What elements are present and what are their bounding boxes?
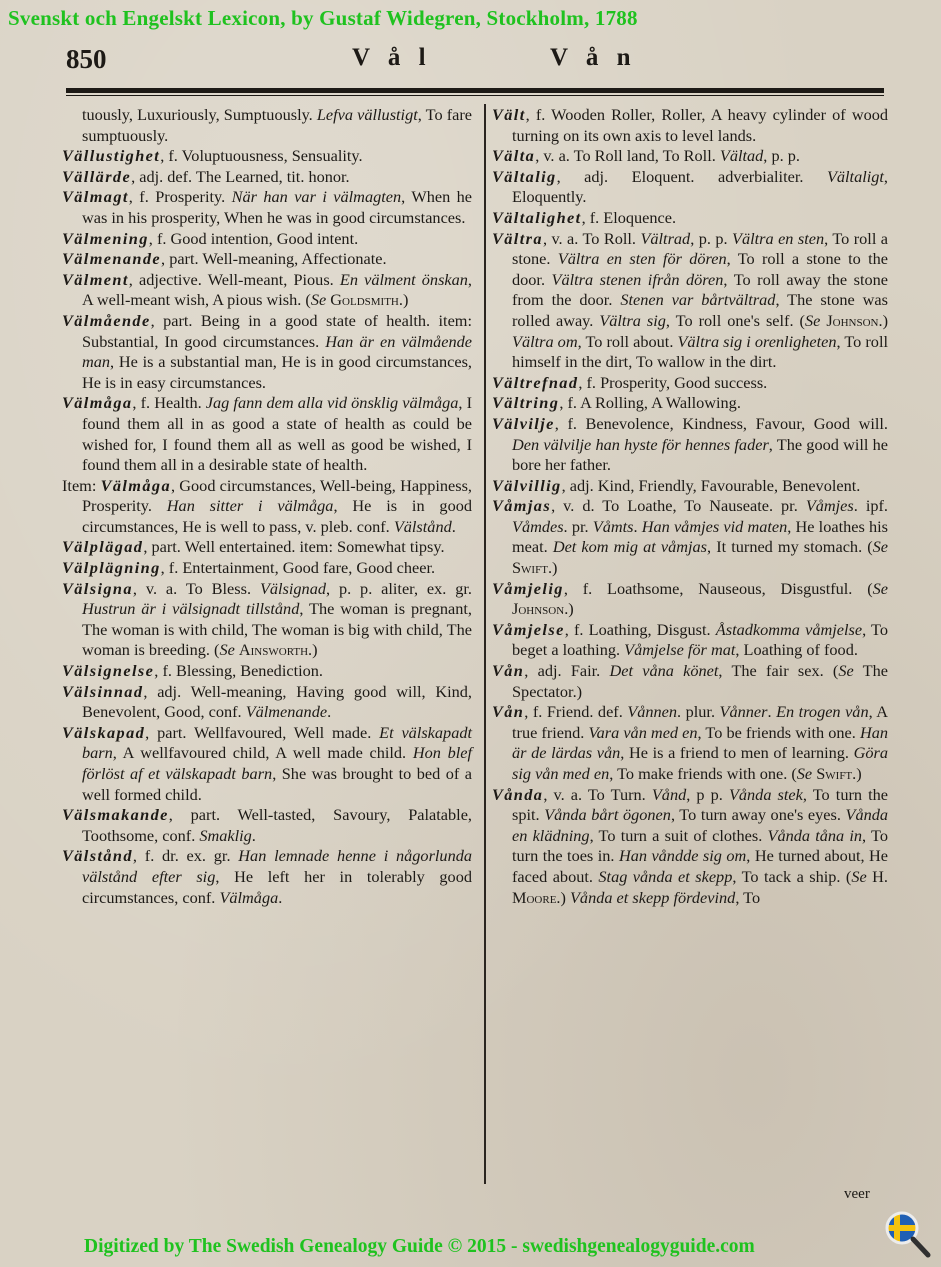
definition-text: . <box>451 516 456 536</box>
swedish-example: Se <box>796 764 817 783</box>
headword: Välmåga <box>100 475 171 495</box>
definition-text: , To turn the toes in. <box>512 825 888 866</box>
dictionary-entry <box>492 476 888 497</box>
dictionary-entry <box>492 620 888 661</box>
definition-text: The Spectator.) <box>512 661 888 701</box>
definition-text: , f. Loathsome, Nauseous, Disgustful. ( <box>563 578 873 598</box>
swedish-example: Se <box>851 866 873 886</box>
definition-text: , A true friend. <box>512 702 889 742</box>
catchword: veer <box>844 1186 870 1202</box>
definition-text: , To <box>735 887 761 907</box>
headword: Välment <box>62 269 129 289</box>
dictionary-entry <box>62 846 472 908</box>
source-author: Swift <box>512 558 548 578</box>
swedish-example: En trogen vån <box>776 702 869 722</box>
dictionary-entry <box>492 702 888 784</box>
swedish-example: Han lemnade henne i någorlunda välstånd efter sig <box>82 846 472 886</box>
dictionary-entry <box>492 105 888 146</box>
definition-text: . ipf. <box>853 496 889 516</box>
dictionary-entry <box>492 414 888 476</box>
definition-text: , To turn away one's eyes. <box>670 805 846 825</box>
swedish-example: Se <box>310 290 331 310</box>
swedish-example: Göra sig vån med en <box>512 743 889 783</box>
dictionary-entry <box>62 270 472 311</box>
swedish-example: En välment önskan <box>339 269 468 289</box>
headword: Välsigna <box>62 578 133 598</box>
swedish-example: Våmjes <box>805 496 854 516</box>
dictionary-entry <box>492 229 888 373</box>
dictionary-entry <box>492 167 888 208</box>
swedish-example: Vånda stek <box>728 784 803 804</box>
dictionary-entry <box>62 723 472 805</box>
swedish-example: Vånner <box>719 702 768 722</box>
headword: Välsinnad <box>62 681 144 701</box>
dictionary-entry <box>62 393 472 475</box>
definition-text: , part. Being in a good state of health. item: Substantial, In good circumstances. <box>82 310 472 351</box>
dictionary-entry <box>492 661 888 702</box>
definition-text: , adj. Eloquent. adverbialiter. <box>556 166 827 186</box>
definition-text: , I found them all in as good a state of health as could be wished for, I found them all as well as good be wished, I found them all in a desirable state of health. <box>82 393 472 475</box>
definition-text: , adj. Well-meaning, Having good will, Kind, Benevolent, Good, conf. <box>82 681 472 722</box>
right-column <box>492 105 888 908</box>
headword: Vältalig <box>492 166 557 186</box>
swedish-example: Et välskapadt barn <box>82 722 472 763</box>
definition-text: , p. p. <box>763 146 800 166</box>
headword: Välmåga <box>62 393 133 413</box>
headword: Välvilje <box>492 413 555 433</box>
definition-text: , To roll a stone to the door. <box>512 249 889 289</box>
definition-text: , To roll about. <box>577 331 678 351</box>
dictionary-entry <box>62 105 472 146</box>
definition-text: .) <box>878 310 889 330</box>
source-author: Goldsmith <box>330 290 399 310</box>
definition-text: , To be friends with one. <box>697 722 860 742</box>
headword: Välplägning <box>62 558 161 578</box>
definition-text: , The good will he bore her father. <box>512 434 888 475</box>
headword: Vältalighet <box>492 207 582 227</box>
definition-text: , He is in good circumstances, He is well to pass, v. pleb. conf. <box>82 496 472 536</box>
swedish-example: Den välvilje han hyste för hennes fader <box>512 434 769 454</box>
definition-text: Item: <box>62 475 101 495</box>
swedish-example: Våmdes <box>512 516 564 536</box>
definition-text: .) <box>398 290 409 310</box>
definition-text: . <box>327 702 332 722</box>
definition-text: , He loathes his meat. <box>512 516 888 557</box>
definition-text: tuously, Luxuriously, Sumptuously. <box>82 105 317 124</box>
digitizer-footer: Digitized by The Swedish Genealogy Guide © 2015 - swedishgenealogyguide.com <box>84 1236 755 1257</box>
definition-text: , adj. Fair. <box>524 661 610 681</box>
dictionary-entry <box>492 393 888 414</box>
swedish-example: Se <box>804 310 827 330</box>
swedish-example: Våmjelse för mat <box>624 640 736 660</box>
definition-text: , A wellfavoured child, A well made child. <box>112 743 413 763</box>
swedish-example: Vältrad <box>640 228 691 248</box>
headword: Välmående <box>62 310 151 330</box>
swedish-example: Han våmjes vid maten <box>641 516 788 536</box>
headword: Vältring <box>492 393 560 413</box>
definition-text: , part. Well-tasted, Savoury, Palatable, Toothsome, conf. <box>82 805 472 845</box>
definition-text: , To roll a stone. <box>512 228 889 269</box>
headword: Vält <box>492 105 526 124</box>
swedish-example: När han var i välmagten <box>231 187 402 207</box>
definition-text: , f. Friend. def. <box>524 702 628 722</box>
definition-text: .) <box>547 558 558 578</box>
dictionary-entry <box>492 373 888 394</box>
swedish-example: Hustrun är i välsignadt tillstånd <box>82 599 300 619</box>
definition-text: . pr. <box>563 516 593 536</box>
dictionary-entry <box>62 537 472 558</box>
swedish-example: Välmenande <box>245 702 328 722</box>
headword: Välmening <box>62 228 149 248</box>
swedish-example: Smaklig <box>199 825 252 845</box>
definition-text: , Good circumstances, Well-being, Happiness, Prosperity. <box>82 475 472 516</box>
definition-text: , The woman is pregnant, The woman is with child, The woman is big with child, The woman is breeding. ( <box>82 599 472 660</box>
definition-text: , To roll himself in the dirt, To wallow in the dirt. <box>512 331 888 372</box>
dictionary-entry <box>62 187 472 228</box>
definition-text: , He left her in tolerably good circumstances, conf. <box>82 866 472 907</box>
definition-text: , f. Entertainment, Good fare, Good cheer. <box>160 558 436 578</box>
swedish-example: Han är de lärdas vån <box>512 722 889 763</box>
headword: Vån <box>492 702 525 722</box>
source-banner: Svenskt och Engelskt Lexicon, by Gustaf Widegren, Stockholm, 1788 <box>8 6 638 30</box>
headword: Välplägad <box>62 537 144 557</box>
dictionary-entry <box>62 476 472 538</box>
definition-text: , f. Good intention, Good intent. <box>148 228 359 248</box>
definition-text: , The stone was rolled away. <box>512 290 888 330</box>
headword: Välmenande <box>62 249 162 269</box>
definition-text: , She was brought to bed of a well formed child. <box>82 764 473 804</box>
swedish-example: Han sitter i välmåga <box>166 496 334 516</box>
header-rule-thin <box>66 95 884 96</box>
swedish-example: Det våna könet <box>609 661 719 681</box>
swedish-example: Välsignad <box>259 578 326 598</box>
swedish-example: Se <box>872 537 889 557</box>
definition-text: .) <box>556 887 570 907</box>
headword: Välstånd <box>62 846 133 866</box>
definition-text: . <box>251 825 256 845</box>
headword: Våmjelig <box>492 578 564 598</box>
headword: Vällustighet <box>62 146 161 166</box>
left-column <box>62 105 472 908</box>
headword: Våmjas <box>492 496 552 516</box>
swedish-example: Stag vånda et skepp <box>598 866 733 886</box>
headword: Välmagt <box>62 187 129 207</box>
definition-text: , part. Wellfavoured, Well made. <box>145 722 380 742</box>
dictionary-entry <box>492 496 888 578</box>
definition-text: , f. Prosperity. <box>128 187 232 207</box>
swedish-example: Jag fann dem alla vid önsklig välmåga <box>205 393 459 413</box>
headword: Våmjelse <box>492 619 565 639</box>
swedish-example: Vältra sig <box>599 310 666 330</box>
definition-text: , v. a. To Bless. <box>132 578 260 598</box>
swedish-example: Vältad <box>719 146 764 166</box>
definition-text: , v. d. To Loathe, To Nauseate. pr. <box>551 496 806 516</box>
swedish-example: Han våndde sig om <box>618 846 747 866</box>
dictionary-entry <box>62 805 472 846</box>
headword: Välsignelse <box>62 661 155 681</box>
swedish-example: Vältra om <box>512 331 578 351</box>
definition-text: , To tack a ship. ( <box>732 866 852 886</box>
swedish-example: Vånda tåna in <box>767 825 863 845</box>
definition-text: , f. Eloquence. <box>581 207 677 227</box>
definition-text: , When he was in his prosperity, When he was in good circumstances. <box>82 187 472 227</box>
definition-text: , It turned my stomach. ( <box>707 537 873 557</box>
definition-text: , To roll one's self. ( <box>665 310 805 330</box>
dictionary-entry <box>62 558 472 579</box>
definition-text: , p. p. <box>690 228 733 248</box>
headword: Vältra <box>492 228 543 248</box>
definition-text: , Loathing of food. <box>735 640 858 660</box>
column-divider <box>484 104 486 1184</box>
headword: Välvillig <box>492 475 562 495</box>
definition-text: , f. Wooden Roller, Roller, A heavy cylinder of wood turning on its own axis to level lands. <box>512 105 888 145</box>
definition-text: , part. Well entertained. item: Somewhat tipsy. <box>143 537 445 557</box>
definition-text: , He is a substantial man, He is in good circumstances, He is in easy circumstances. <box>82 352 472 392</box>
swedish-example: Våmts <box>592 516 634 536</box>
swedish-example: Vånda en klädning <box>512 805 889 845</box>
definition-text: , To turn the spit. <box>512 784 889 825</box>
magnifier-flag-logo <box>882 1208 932 1260</box>
dictionary-entry <box>62 146 472 167</box>
swedish-example: Se <box>838 661 854 681</box>
definition-text: , f. Benevolence, Kindness, Favour, Good will. <box>554 413 888 433</box>
swedish-example: Se <box>872 578 888 598</box>
source-author: Swift <box>816 764 853 783</box>
definition-text: , f. Health. <box>132 393 206 413</box>
definition-text: , To roll away the stone from the door. <box>512 269 888 310</box>
swedish-example: Det kom mig at våmjas <box>552 537 708 557</box>
source-author: Johnson <box>826 310 879 330</box>
definition-text: , He is a friend to men of learning. <box>620 743 854 763</box>
source-author: Ainsworth <box>238 640 309 660</box>
headword: Vällärde <box>62 166 132 186</box>
definition-text: , adj. def. The Learned, tit. honor. <box>131 166 350 186</box>
dictionary-entry <box>492 146 888 167</box>
definition-text: .) <box>308 640 318 660</box>
swedish-example: Välmåga <box>219 887 279 907</box>
headword: Välta <box>492 146 536 166</box>
headword: Välsmakande <box>62 805 169 825</box>
header-rule-thick <box>66 88 884 93</box>
swedish-example: Se <box>219 640 239 660</box>
page-number: 850 <box>66 44 107 74</box>
definition-text: . plur. <box>677 702 720 722</box>
dictionary-entry <box>62 167 472 188</box>
definition-text: , He turned about, He faced about. <box>512 846 889 886</box>
headword: Välskapad <box>62 722 146 742</box>
definition-text: , adj. Kind, Friendly, Favourable, Benevolent. <box>561 475 861 495</box>
swedish-example: Vältaligt <box>826 166 884 186</box>
definition-text: , v. a. To Roll. <box>542 228 641 248</box>
headword: Vånda <box>492 784 544 804</box>
definition-text: , To beget a loathing. <box>512 619 888 660</box>
swedish-example: Vältra sig i orenligheten <box>677 331 837 351</box>
swedish-example: Vånnen <box>627 702 678 722</box>
dictionary-entry <box>62 249 472 270</box>
definition-text: , f. A Rolling, A Wallowing. <box>559 393 741 413</box>
swedish-example: Vånda bårt ögonen <box>544 805 671 825</box>
definition-text: , f. Voluptuousness, Sensuality. <box>160 146 363 166</box>
definition-text: . <box>633 516 642 536</box>
swedish-example: Stenen var bårtvältrad <box>620 290 776 310</box>
swedish-example: Åstadkomma våmjelse <box>715 619 863 639</box>
swedish-example: Hon blef förlöst af et välskapadt barn <box>82 743 473 783</box>
definition-text: .) <box>852 764 862 783</box>
swedish-example: Han är en välmående man <box>82 331 473 372</box>
headword: Vån <box>492 661 525 681</box>
swedish-example: Vältra en sten <box>732 228 825 248</box>
definition-text: .) <box>564 599 574 619</box>
dictionary-entry <box>62 311 472 393</box>
definition-text: , To make friends with one. ( <box>609 764 797 783</box>
swedish-example: Välstånd <box>393 516 452 536</box>
dictionary-entry <box>62 229 472 250</box>
dictionary-entry <box>492 208 888 229</box>
running-head-left: V å l <box>352 44 432 71</box>
swedish-example: Vältra en sten för dören <box>557 249 727 269</box>
running-head-right: V å n <box>550 44 637 71</box>
definition-text: , p. p. aliter, ex. gr. <box>325 578 472 598</box>
definition-text: , f. Loathing, Disgust. <box>564 619 716 639</box>
definition-text: , A well-meant wish, A pious wish. ( <box>82 269 472 310</box>
definition-text: , Eloquently. <box>512 166 888 207</box>
headword: Vältrefnad <box>492 372 579 392</box>
definition-text: , p p. <box>686 784 729 804</box>
definition-text: , The fair sex. ( <box>718 661 839 681</box>
definition-text: , v. a. To Turn. <box>543 784 652 804</box>
definition-text: , To fare sumptuously. <box>82 105 472 145</box>
definition-text: . <box>278 887 283 907</box>
swedish-example: Vånd <box>651 784 687 804</box>
definition-text: . <box>767 702 777 722</box>
swedish-example: Vältra stenen ifrån dören <box>551 269 724 289</box>
definition-text: , adjective. Well-meant, Pious. <box>128 269 340 289</box>
dictionary-entry <box>62 579 472 661</box>
definition-text: , v. a. To Roll land, To Roll. <box>535 146 720 166</box>
definition-text: , f. Blessing, Benediction. <box>154 661 323 681</box>
definition-text: , f. dr. ex. gr. <box>132 846 239 866</box>
dictionary-entry <box>492 785 888 909</box>
dictionary-entry <box>62 661 472 682</box>
swedish-example: Vara vån med en <box>588 722 698 742</box>
swedish-example: Lefva vällustigt <box>316 105 418 124</box>
definition-text: , To turn a suit of clothes. <box>589 825 768 845</box>
source-author: Johnson <box>512 599 565 619</box>
definition-text: , f. Prosperity, Good success. <box>578 372 768 392</box>
source-author: H. Moore <box>512 866 888 907</box>
swedish-example: Vånda et skepp fördevind <box>569 887 736 907</box>
dictionary-entry <box>62 682 472 723</box>
definition-text: , part. Well-meaning, Affectionate. <box>161 249 387 269</box>
dictionary-entry <box>492 579 888 620</box>
